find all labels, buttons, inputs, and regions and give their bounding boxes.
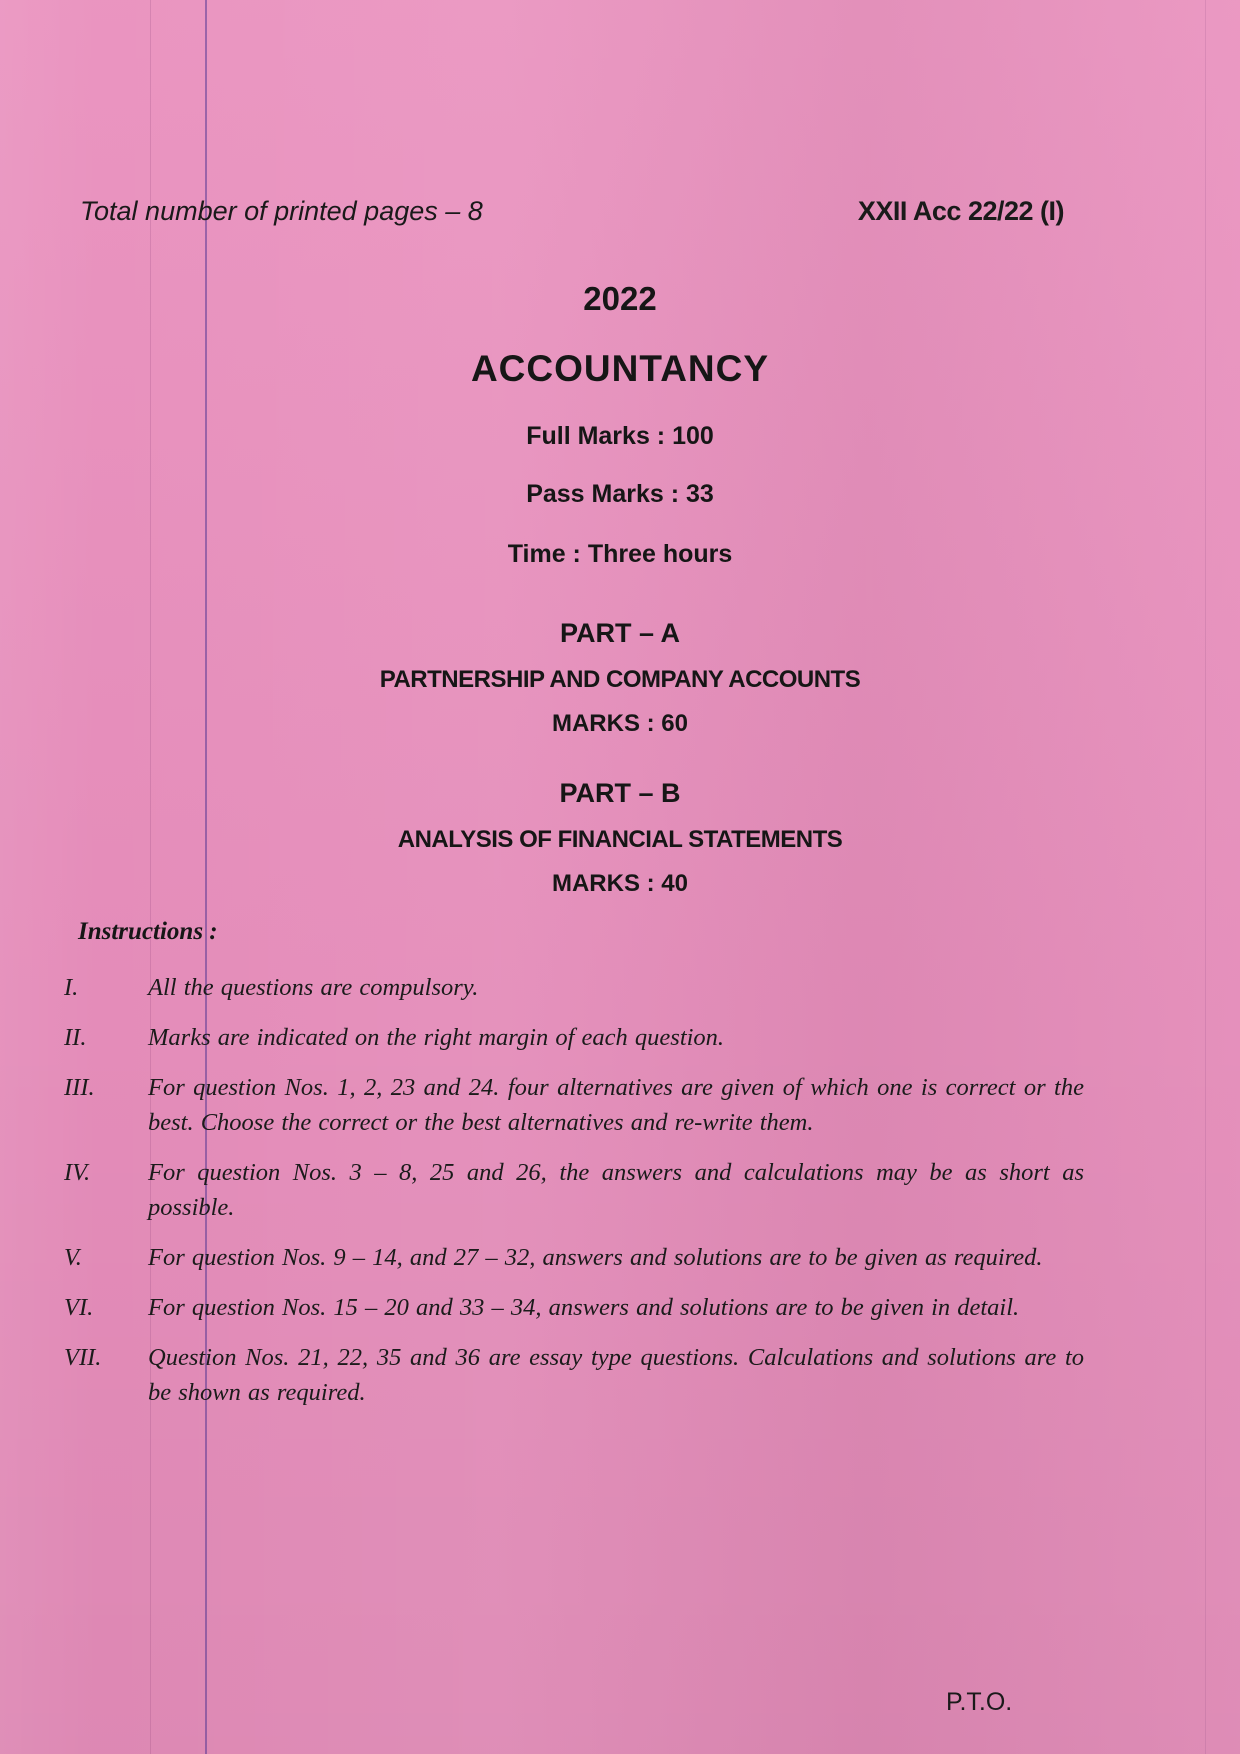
full-marks: Full Marks : 100 — [526, 422, 714, 450]
instruction-number: V. — [64, 1244, 82, 1271]
paper-code: XXII Acc 22/22 (I) — [857, 196, 1064, 226]
instruction-number: IV. — [64, 1159, 91, 1186]
instruction-number: II. — [64, 1024, 87, 1051]
instructions-heading: Instructions : — [78, 918, 218, 945]
part-b-marks: MARKS : 40 — [551, 870, 689, 897]
instruction-text: All the questions are compulsory. — [148, 974, 479, 1001]
part-b-heading: PART – B — [559, 778, 681, 808]
printed-pages-label: Total number of printed pages – 8 — [80, 196, 483, 226]
part-a-marks: MARKS : 60 — [551, 710, 689, 737]
please-turn-over: P.T.O. — [946, 1688, 1013, 1716]
instruction-number: I. — [64, 974, 79, 1001]
instruction-item — [64, 1155, 1084, 1225]
instructions-list — [64, 970, 1084, 1410]
subject-title: ACCOUNTANCY — [470, 348, 770, 389]
part-a-heading: PART – A — [559, 618, 680, 648]
instruction-item — [64, 1020, 1084, 1055]
instruction-text: For question Nos. 3 – 8, 25 and 26, the answers and calculations may be as short as possible. — [148, 1159, 1084, 1221]
instruction-text: For question Nos. 9 – 14, and 27 – 32, answers and solutions are to be given as required. — [148, 1244, 1043, 1271]
instruction-item — [64, 1340, 1084, 1410]
time-allowed: Time : Three hours — [507, 540, 733, 568]
instruction-text: Question Nos. 21, 22, 35 and 36 are essay type questions. Calculations and solutions are to be shown as required. — [148, 1344, 1084, 1406]
pass-marks: Pass Marks : 33 — [526, 480, 714, 508]
instruction-item — [64, 1290, 1084, 1325]
instruction-text: Marks are indicated on the right margin of each question. — [148, 1024, 725, 1051]
instruction-number: VI. — [64, 1294, 94, 1321]
part-b-title: ANALYSIS OF FINANCIAL STATEMENTS — [397, 826, 843, 853]
instruction-item — [64, 1070, 1084, 1140]
instruction-item — [64, 1240, 1084, 1275]
exam-year: 2022 — [583, 280, 657, 317]
instruction-number: VII. — [64, 1344, 102, 1371]
instruction-item — [64, 970, 1084, 1005]
part-a-title: PARTNERSHIP AND COMPANY ACCOUNTS — [379, 666, 861, 693]
instruction-text: For question Nos. 1, 2, 23 and 24. four alternatives are given of which one is correct or the best. Choose the correct or the best alternatives and re-write them. — [148, 1074, 1084, 1136]
instruction-text: For question Nos. 15 – 20 and 33 – 34, answers and solutions are to be given in detail. — [148, 1294, 1020, 1321]
instruction-number: III. — [64, 1074, 95, 1101]
